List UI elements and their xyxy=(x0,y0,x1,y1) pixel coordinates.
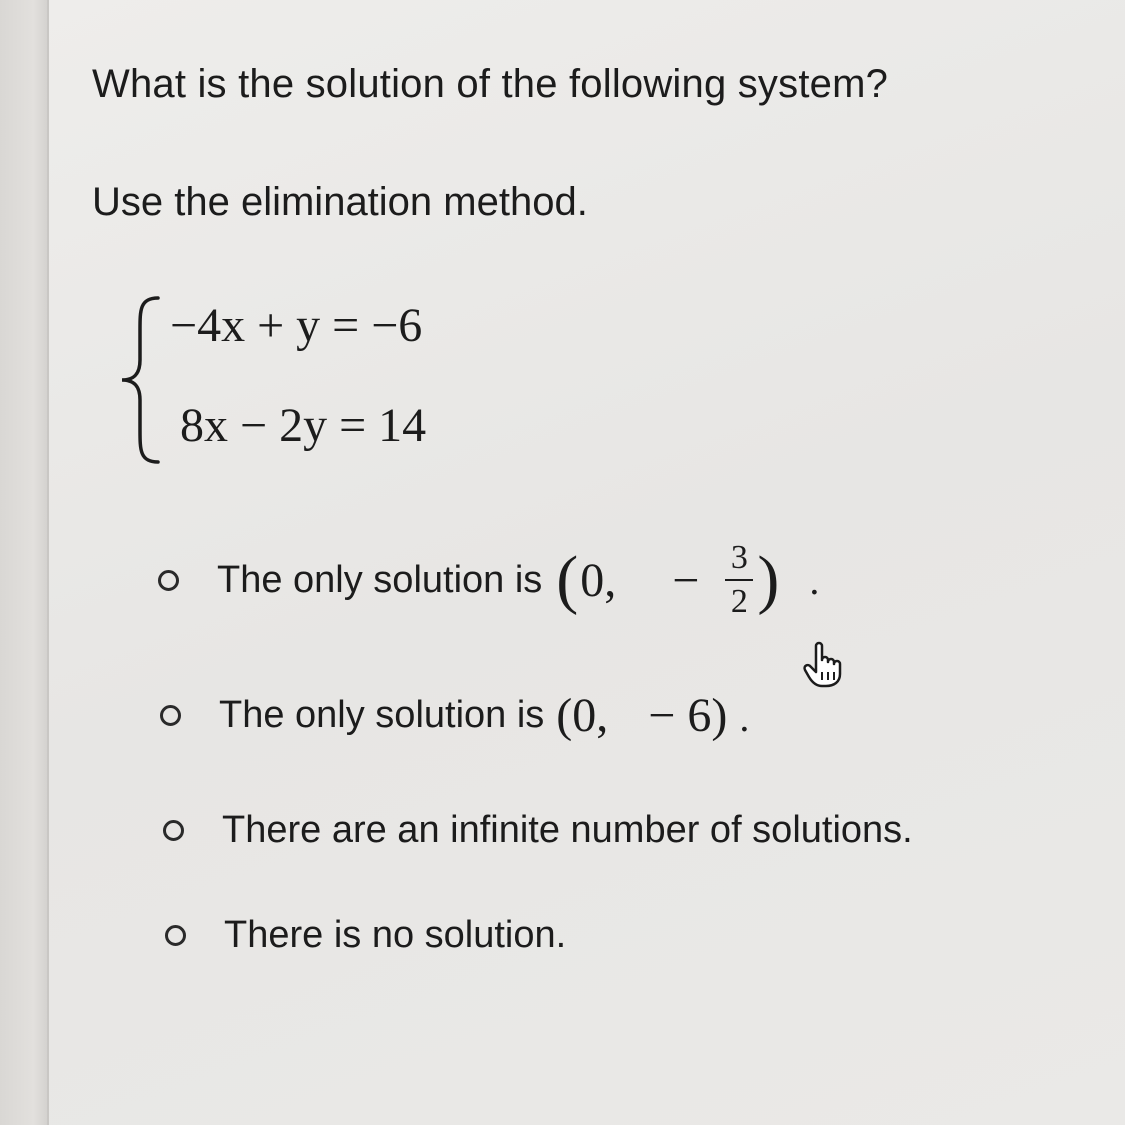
fraction xyxy=(725,541,753,619)
fraction-denominator: 2 xyxy=(730,583,748,620)
x-value: 0, xyxy=(580,553,617,607)
hand-pointer-icon xyxy=(800,640,850,688)
answer-option-4[interactable] xyxy=(165,905,566,965)
equation-2: 8x − 2y = 14 xyxy=(180,399,427,452)
question-title: What is the solution of the following system? xyxy=(92,62,889,106)
pair-rest: − 6) xyxy=(648,688,728,742)
option-2-text: The only solution is xyxy=(219,693,545,736)
answer-option-3[interactable] xyxy=(163,800,913,860)
equation-1: −4x + y = −6 xyxy=(170,299,423,352)
radio-circle-icon[interactable] xyxy=(165,925,186,946)
radio-circle-icon[interactable] xyxy=(158,570,179,591)
pair-start: (0, xyxy=(556,688,609,742)
option-1-math xyxy=(556,541,819,619)
option-4-text: There is no solution. xyxy=(224,913,567,956)
close-paren: ) xyxy=(757,543,780,616)
radio-circle-icon[interactable] xyxy=(160,705,181,726)
option-2-math xyxy=(556,688,749,743)
equation-system xyxy=(110,290,630,470)
fraction-numerator: 3 xyxy=(730,539,748,576)
left-brace-icon xyxy=(110,290,170,470)
option-1-text: The only solution is xyxy=(217,558,543,601)
screen-bezel xyxy=(0,0,48,1125)
radio-circle-icon[interactable] xyxy=(163,820,184,841)
answer-option-1[interactable] xyxy=(158,530,819,630)
fraction-bar xyxy=(725,579,753,581)
open-paren: ( xyxy=(556,543,579,616)
period: . xyxy=(809,557,820,603)
period: . xyxy=(739,694,750,740)
question-instruction: Use the elimination method. xyxy=(92,180,588,224)
answer-option-2[interactable] xyxy=(160,685,749,745)
minus-sign: − xyxy=(672,553,700,607)
option-3-text: There are an infinite number of solutions. xyxy=(222,808,913,851)
